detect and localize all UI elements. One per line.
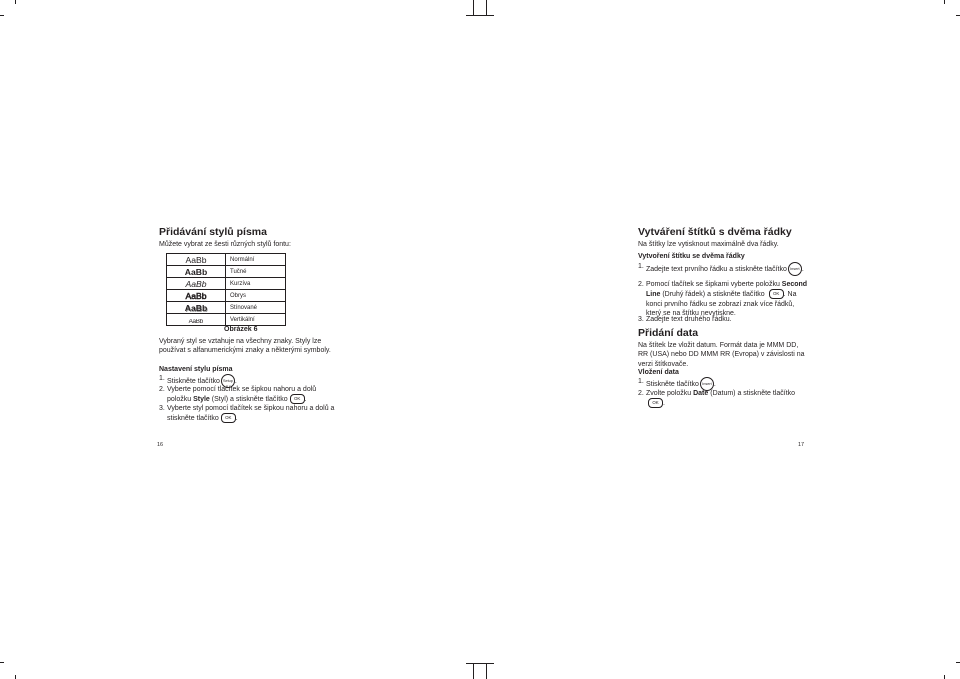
keyword: Date [693, 390, 709, 397]
intro-text: Na štítky lze vytisknout maximálně dva řádky. [638, 241, 779, 248]
figure-caption: Obrázek 6 [224, 326, 258, 333]
page-number: 17 [798, 442, 805, 448]
step-1: 1. Zadejte text prvního řádku a stiskněte tlačítko Insert . [638, 262, 808, 276]
step-number: 1. [638, 263, 644, 270]
step-2: 2. Vyberte pomocí tlačítek se šipkou nahoru a dolů položku Style (Styl) a stiskněte tlačítko OK . [159, 386, 317, 404]
style-name: Tučné [226, 266, 286, 278]
style-sample-italic: AaBb [167, 278, 226, 290]
body-text: Vybraný styl se vztahuje na všechny znaky. Styly lze používat s alfanumerickými znaky a některými symboly. [159, 338, 331, 355]
step-date-2: 2. Zvolte položku Date (Datum) a stiskněte tlačítko OK . [638, 390, 796, 408]
style-sample-shadow: AaBb [167, 302, 226, 314]
style-name: Vertikální [226, 314, 286, 326]
keyword: Style [193, 396, 210, 404]
table-row [167, 254, 286, 266]
step-text: Zvolte položku [646, 390, 692, 397]
step-3 [638, 315, 808, 324]
font-style-table [166, 253, 286, 326]
step-number: 2. [638, 390, 644, 397]
section-subheading: Nastavení stylu písma [159, 366, 233, 373]
style-name: Obrys [226, 290, 286, 302]
table-row [167, 266, 286, 278]
step-number: 1. [638, 378, 644, 385]
step-1: 1. Stiskněte tlačítko Setup . [159, 374, 339, 388]
step-text: (Styl) a stiskněte tlačítko [211, 396, 288, 404]
section-title: Vytváření štítků s dvěma řádky [638, 226, 792, 238]
table-row [167, 302, 286, 314]
step-date-1: 1. Stiskněte tlačítko Insert . [638, 377, 808, 391]
step-text: Pomocí tlačítek se šipkami vyberte položku [646, 281, 780, 288]
intro-text: Na štítek lze vložit datum. Formát data je MMM DD, RR (USA) nebo DD MMM RR (Evropa) v závislosti na verzi štítkovače. [638, 342, 805, 368]
keyword: Second Line [646, 281, 808, 299]
ok-key-icon: OK [648, 398, 663, 408]
ok-key-icon: OK [769, 289, 784, 299]
step-text: Stiskněte tlačítko [167, 377, 220, 385]
ok-key-icon: OK [221, 413, 236, 423]
ok-key-icon: OK [290, 394, 305, 404]
style-sample-bold: AaBb [167, 266, 226, 278]
section-subheading: Vytvoření štítku se dvěma řádky [638, 253, 745, 260]
step-text: (Druhý řádek) a stiskněte tlačítko [662, 291, 765, 299]
step-3: 3. Vyberte styl pomocí tlačítek se šipkou nahoru a dolů a stiskněte tlačítko OK . [159, 405, 335, 423]
page-number: 16 [157, 442, 164, 448]
step-number: 3. [638, 316, 644, 323]
step-number: 2. [638, 281, 644, 288]
style-name: Kurzíva [226, 278, 286, 290]
style-name: Normální [226, 254, 286, 266]
step-text: . Na konci prvního řádku se zobrazí znak více řádků, který se na štítku nevytiskne. [646, 291, 797, 318]
style-name: Stínované [226, 302, 286, 314]
table-row [167, 290, 286, 302]
step-text: Zadejte text prvního řádku a stiskněte tlačítko [646, 265, 787, 273]
style-sample-normal: AaBb [167, 254, 226, 266]
step-text: Vyberte styl pomocí tlačítek se šipkou nahoru a dolů a stiskněte tlačítko [167, 405, 335, 423]
style-sample-vertical: AaBb [188, 318, 204, 325]
right-page [480, 0, 960, 679]
section-subheading: Vložení data [638, 369, 679, 376]
section-title: Přidání data [638, 327, 699, 339]
style-sample-vertical-cell [167, 314, 226, 326]
step-text: Stiskněte tlačítko [646, 380, 699, 388]
intro-text: Můžete vybrat ze šesti různých stylů fontu: [159, 241, 291, 248]
step-number: 2. [159, 386, 165, 393]
page-title: Přidávání stylů písma [159, 226, 267, 238]
step-number: 1. [159, 375, 165, 382]
table-row [167, 314, 286, 326]
step-text: (Datum) a stiskněte tlačítko [710, 390, 796, 397]
style-sample-outline: AaBb [167, 290, 226, 302]
step-text: Zadejte text druhého řádku. [646, 316, 732, 323]
table-row [167, 278, 286, 290]
setup-key-icon: Setup [221, 374, 235, 388]
insert-key-icon: Insert [788, 262, 802, 276]
step-2 [638, 280, 810, 318]
step-number: 3. [159, 405, 165, 412]
step-text: Vyberte pomocí tlačítek se šipkou nahoru a dolů položku [167, 386, 317, 404]
insert-key-icon: Insert [700, 377, 714, 391]
